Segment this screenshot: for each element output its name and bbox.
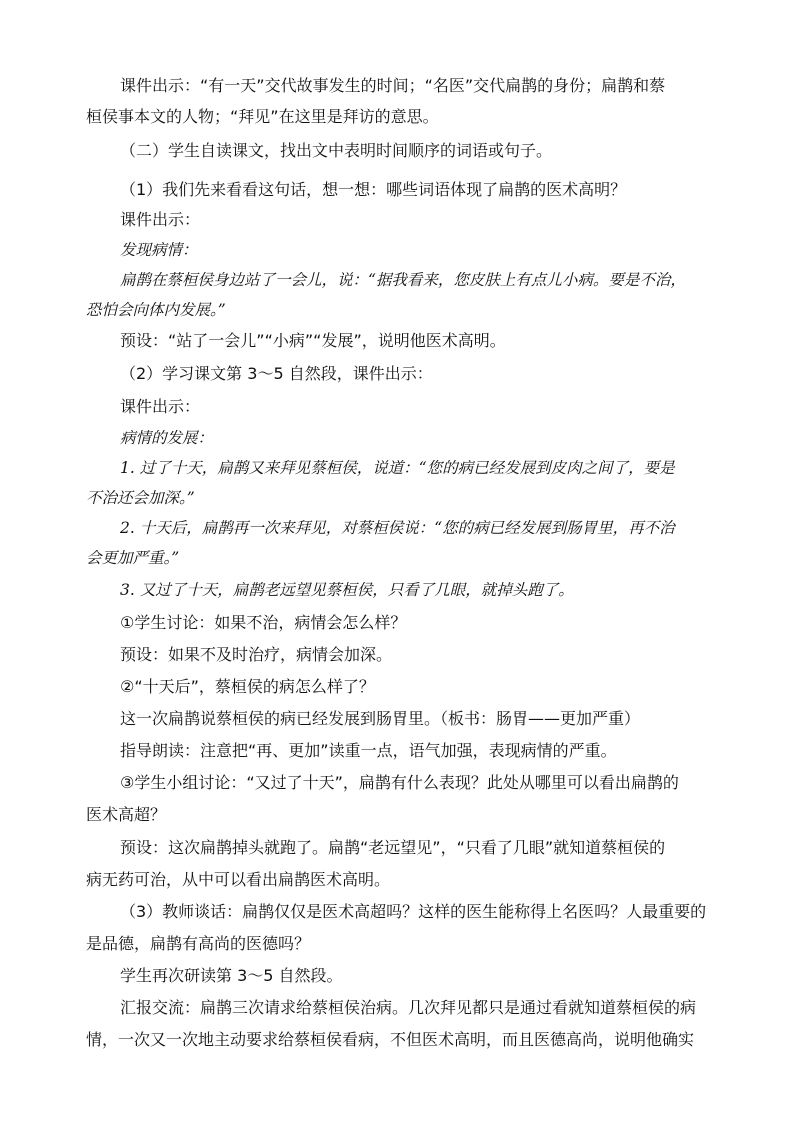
quote-heading-discover: 发现病情： <box>120 241 198 259</box>
courseware-label: 课件出示： <box>120 210 201 229</box>
quote-item-2: 2. 十天后，扁鹊再一次来拜见，对蔡桓侯说：“您的病已经发展到肠胃里，再不治 <box>120 519 675 537</box>
preset-answer-3-cont: 病无药可治，从中可以看出扁鹊医术高明。 <box>86 870 391 889</box>
discussion-3: ③学生小组讨论：“又过了十天”，扁鹊有什么表现？此处从哪里可以看出扁鹊的 <box>120 773 679 792</box>
question-1: （1）我们先来看看这句话，想一想：哪些词语体现了扁鹊的医术高明？ <box>120 180 627 199</box>
quote-heading-development: 病情的发展： <box>120 429 214 447</box>
reread-instruction: 学生再次研读第 3～5 自然段。 <box>120 966 343 985</box>
text-line-courseware-2: 桓侯事本文的人物；“拜见”在这里是拜访的意思。 <box>86 107 439 126</box>
quote-item-2-cont: 会更加严重。” <box>86 549 180 567</box>
report-line-1: 汇报交流：扁鹊三次请求给蔡桓侯治病。几次拜见都只是通过看就知道蔡桓侯的病 <box>120 998 697 1017</box>
quote-item-1: 1. 过了十天，扁鹊又来拜见蔡桓侯，说道：“您的病已经发展到皮肉之间了，要是 <box>120 459 675 477</box>
quote-line-1: 扁鹊在蔡桓侯身边站了一会儿，说：“据我看来，您皮肤上有点儿小病。要是不治， <box>120 271 686 289</box>
teacher-talk-cont: 是品德，扁鹊有高尚的医德吗？ <box>86 934 311 953</box>
discussion-2: ②“十天后”，蔡桓侯的病怎么样了？ <box>120 677 375 696</box>
report-line-2: 情，一次又一次地主动要求给蔡桓侯看病，不但医术高明，而且医德高尚，说明他确实 <box>86 1030 695 1049</box>
quote-line-2: 恐怕会向体内发展。” <box>86 301 226 319</box>
discussion-1: ①学生讨论：如果不治，病情会怎么样？ <box>120 613 407 632</box>
preset-answer-2: 预设：如果不及时治疗，病情会加深。 <box>120 645 393 664</box>
question-2: （2）学习课文第 3～5 自然段，课件出示： <box>120 364 433 383</box>
preset-answer-1: 预设：“站了一会儿”“小病”“发展”，说明他医术高明。 <box>120 331 506 350</box>
text-line-courseware-1: 课件出示：“有一天”交代故事发生的时间；“名医”交代扁鹊的身份；扁鹊和蔡 <box>120 76 666 95</box>
section-heading-2: （二）学生自读课文，找出文中表明时间顺序的词语或句子。 <box>120 141 553 160</box>
quote-item-1-cont: 不治还会加深。” <box>86 489 195 507</box>
board-note: 这一次扁鹊说蔡桓侯的病已经发展到肠胃里。（板书：肠胃——更加严重） <box>120 709 641 728</box>
teacher-talk: （3）教师谈话：扁鹊仅仅是医术高超吗？这样的医生能称得上名医吗？人最重要的 <box>120 902 707 921</box>
quote-item-3: 3. 又过了十天，扁鹊老远望见蔡桓侯，只看了几眼，就掉头跑了。 <box>120 581 574 599</box>
discussion-3-cont: 医术高超？ <box>86 805 167 824</box>
reading-guide: 指导朗读：注意把“再、更加”读重一点，语气加强，表现病情的严重。 <box>120 741 617 760</box>
preset-answer-3: 预设：这次扁鹊掉头就跑了。扁鹊“老远望见”，“只看了几眼”就知道蔡桓侯的 <box>120 838 666 857</box>
courseware-label-2: 课件出示： <box>120 397 201 416</box>
